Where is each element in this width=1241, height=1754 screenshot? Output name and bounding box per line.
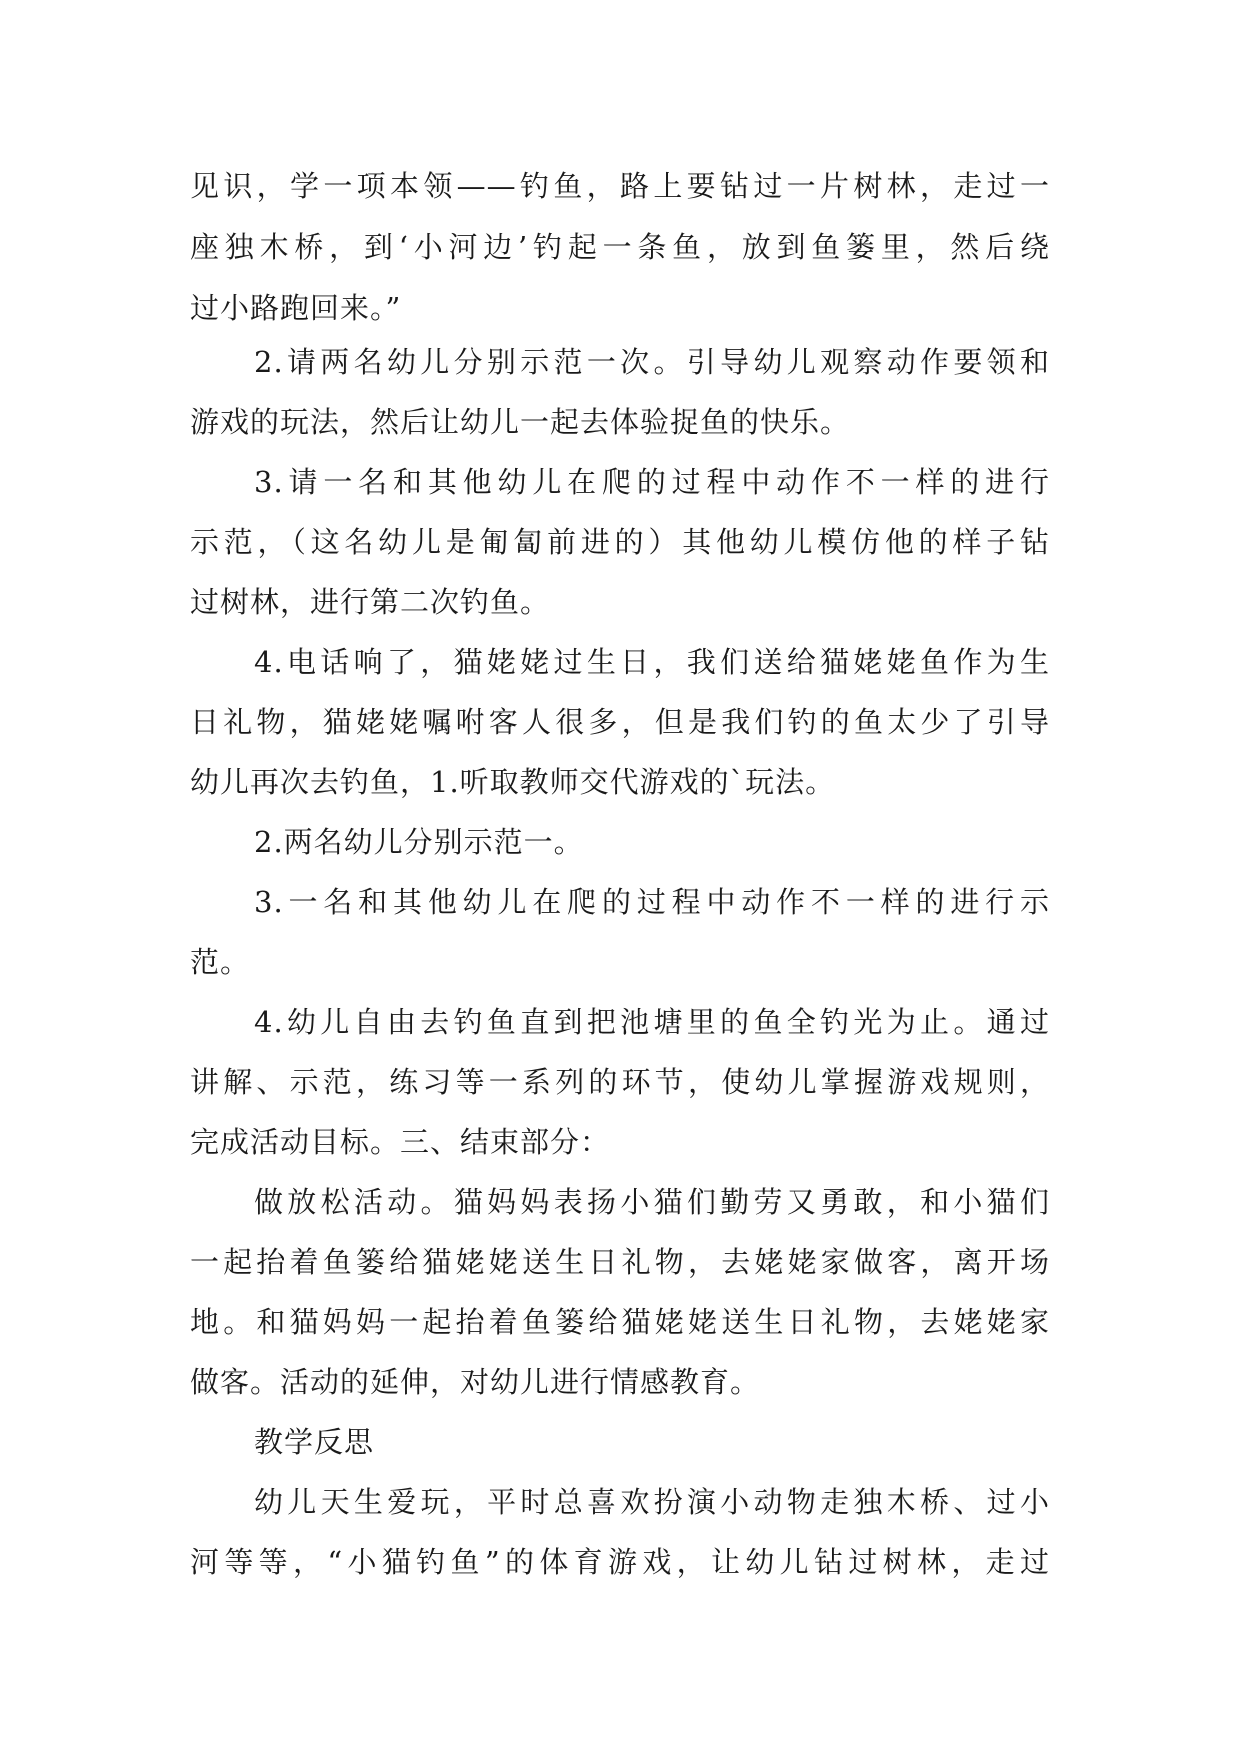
text-line: 示范，（这名幼儿是匍匐前进的）其他幼儿模仿他的样子钻	[190, 525, 1050, 559]
text-line: 4.电话响了，猫姥姥过生日，我们送给猫姥姥鱼作为生	[254, 645, 1050, 679]
text-line: 做客。活动的延伸，对幼儿进行情感教育。	[190, 1365, 761, 1399]
text-line: 3.一名和其他幼儿在爬的过程中动作不一样的进行示	[254, 885, 1050, 919]
text-line: 3.请一名和其他幼儿在爬的过程中动作不一样的进行	[254, 465, 1050, 499]
text-line: 幼儿再次去钓鱼，1.听取教师交代游戏的`玩法。	[190, 765, 836, 799]
text-line: 4.幼儿自由去钓鱼直到把池塘里的鱼全钓光为止。通过	[254, 1005, 1050, 1039]
text-line: 河等等，“小猫钓鱼”的体育游戏，让幼儿钻过树林，走过	[190, 1545, 1050, 1579]
section-heading: 教学反思	[254, 1425, 375, 1459]
text-line: 日礼物，猫姥姥嘱咐客人很多，但是我们钓的鱼太少了引导	[190, 705, 1050, 739]
text-line: 做放松活动。猫妈妈表扬小猫们勤劳又勇敢，和小猫们	[254, 1185, 1050, 1219]
text-line: 2.请两名幼儿分别示范一次。引导幼儿观察动作要领和	[254, 345, 1050, 379]
text-line: 完成活动目标。三、结束部分：	[190, 1125, 611, 1159]
text-line: 地。和猫妈妈一起抬着鱼篓给猫姥姥送生日礼物，去姥姥家	[190, 1305, 1050, 1339]
text-line: 范。	[190, 945, 251, 979]
text-line: 座独木桥，到‘小河边’钓起一条鱼，放到鱼篓里，然后绕	[190, 230, 1050, 264]
text-line: 过树林，进行第二次钓鱼。	[190, 585, 551, 619]
text-line: 游戏的玩法，然后让幼儿一起去体验捉鱼的快乐。	[190, 405, 851, 439]
text-line: 幼儿天生爱玩，平时总喜欢扮演小动物走独木桥、过小	[254, 1485, 1050, 1519]
text-line: 一起抬着鱼篓给猫姥姥送生日礼物，去姥姥家做客，离开场	[190, 1245, 1050, 1279]
text-line: 讲解、示范，练习等一系列的环节，使幼儿掌握游戏规则，	[190, 1065, 1050, 1099]
text-line: 2.两名幼儿分别示范一。	[254, 825, 584, 859]
text-line: 过小路跑回来。”	[190, 291, 402, 325]
text-line: 见识，学一项本领——钓鱼，路上要钻过一片树林，走过一	[190, 169, 1050, 203]
